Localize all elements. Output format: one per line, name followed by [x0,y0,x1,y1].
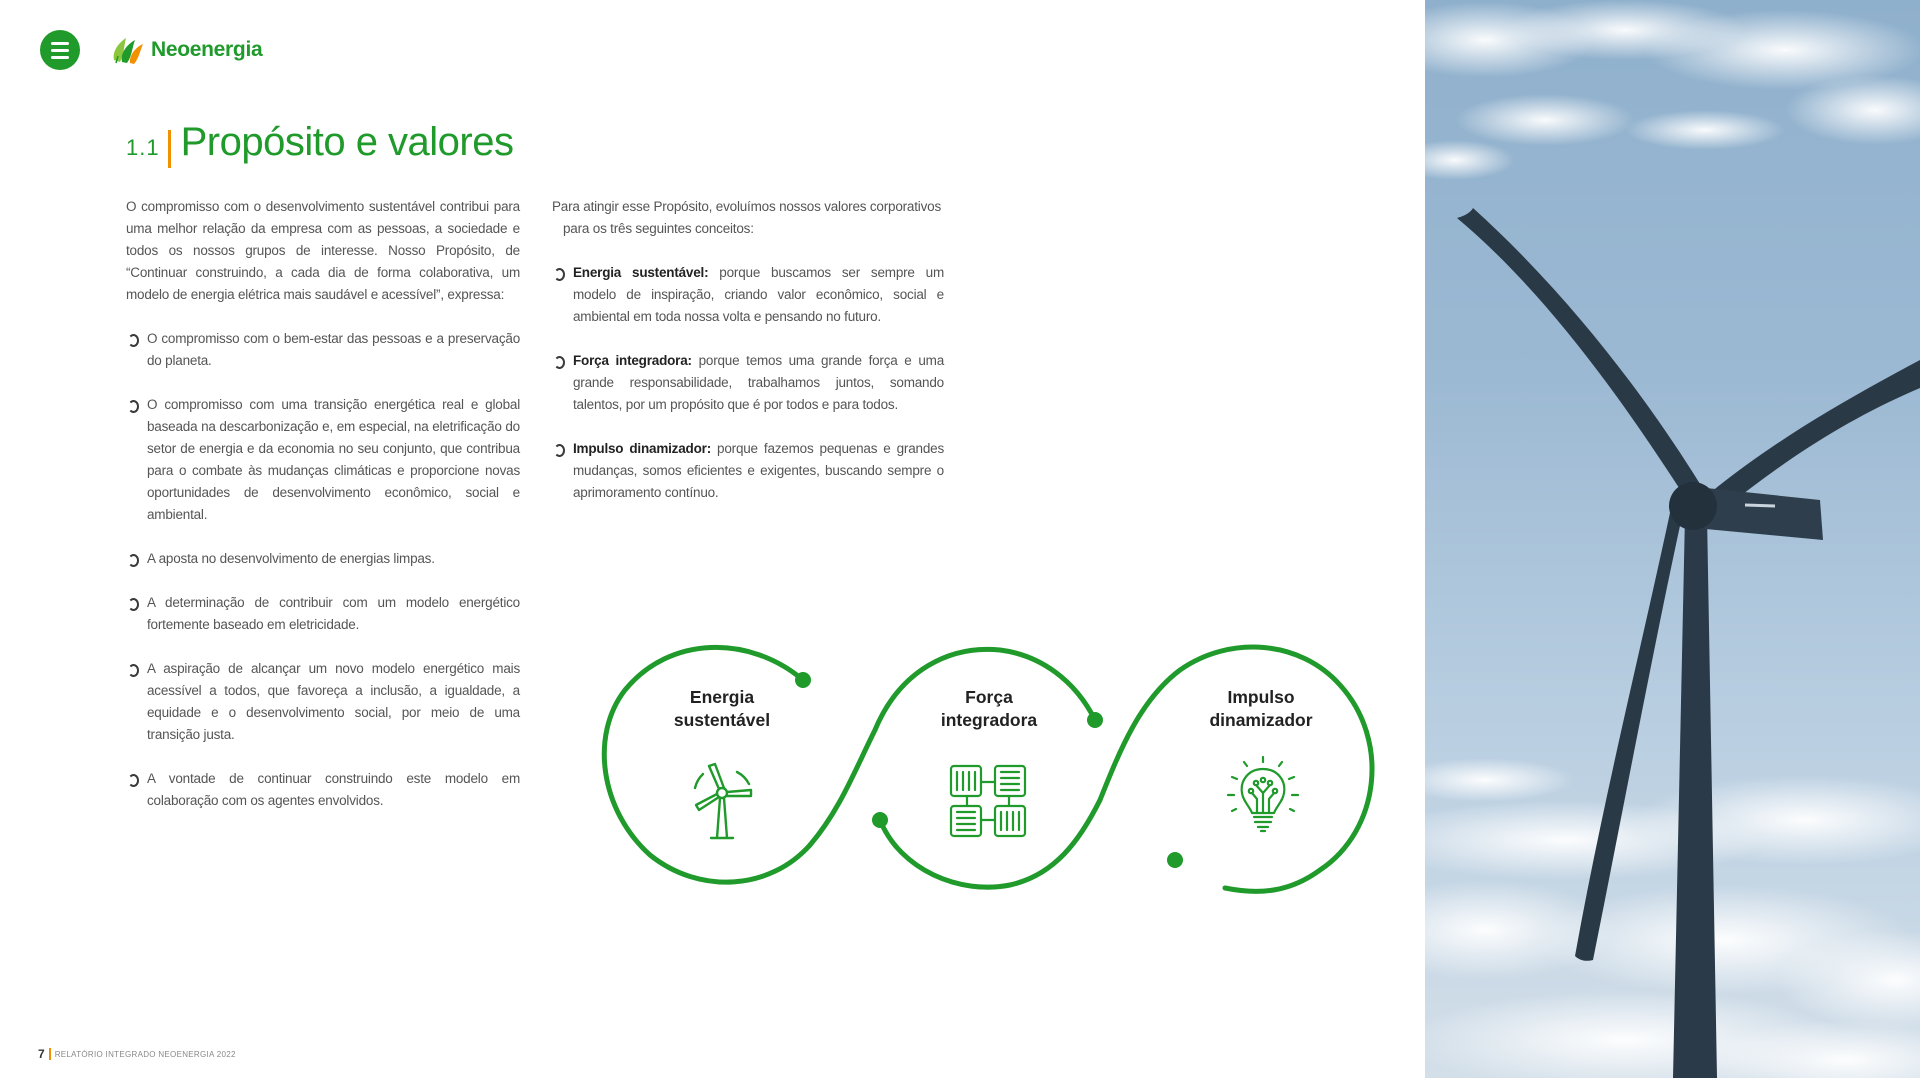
menu-icon-line [51,42,69,45]
menu-button[interactable] [40,30,80,70]
page-footer [38,1047,236,1061]
value-description: porque temos uma grande força e uma grande responsabilidade, trabalhamos juntos, somando talentos, por um propósito que é por todos e para todos. [573,353,944,412]
wind-turbine-icon [679,758,765,844]
values-intro [552,196,944,240]
page-number: 7 [38,1047,45,1061]
footer-text: RELATÓRIO INTEGRADO NEOENERGIA 2022 [54,1049,236,1059]
list-item [552,438,944,504]
footer-divider [49,1048,51,1060]
list-item: A aspiração de alcançar um novo modelo energético mais acessível a todos, que favoreça a inclusão, a igualdade, a equidade e o desenvolvimento social, por meio de uma transição justa. [126,658,520,746]
value-label-line: Impulso [1227,687,1295,707]
logo-text: Neoenergia [151,38,263,61]
value-label-line: integradora [940,710,1038,730]
menu-icon-line [51,49,69,52]
page-title: Propósito e valores [180,120,514,164]
wind-turbine-illustration [1425,0,1920,1078]
value-label-line: Força [965,687,1013,707]
title-divider [168,130,171,168]
logo-leaf-icon [110,34,150,66]
joined-hands-icon [945,758,1031,844]
right-column [552,196,944,526]
menu-icon-line [51,56,69,59]
light-bulb-icon [1220,753,1306,839]
section-title [126,120,514,165]
value-label-line: sustentável [673,710,771,730]
left-column [126,196,520,834]
section-number: 1.1 [126,135,160,160]
list-item: A vontade de continuar construindo este modelo em colaboração com os agentes envolvidos. [126,768,520,812]
values-infographic [600,640,1380,900]
value-label-line: Energia [689,687,755,707]
list-item [552,262,944,328]
list-item: A aposta no desenvolvimento de energias limpas. [126,548,520,570]
list-item: A determinação de contribuir com um modelo energético fortemente baseado em eletricidade. [126,592,520,636]
list-item [552,350,944,416]
value-description: porque fazemos pequenas e grandes mudanças, somos eficientes e exigentes, buscando sempre o aprimoramento contínuo. [573,441,944,500]
value-label-line: dinamizador [1209,710,1313,730]
neoenergia-logo[interactable] [110,32,262,68]
value-term: Impulso dinamizador: [573,441,711,456]
value-term: Energia sustentável: [573,265,709,280]
value-label-forca [889,686,1089,732]
value-label-impulso [1161,686,1361,732]
value-term: Força integradora: [573,353,692,368]
list-item: O compromisso com uma transição energética real e global baseada na descarbonização e, em especial, na eletrificação do setor de energia e da economia no seu conjunto, que contribua para o combate às mudanças climáticas e proporcione novas oportunidades de desenvolvimento econômico, social e ambiental. [126,394,520,526]
values-intro-line2: para os três seguintes conceitos: [563,221,754,236]
value-label-energia [622,686,822,732]
values-intro-line1: Para atingir esse Propósito, evoluímos nossos valores corporativos [552,199,941,214]
wind-turbine-photo [1425,0,1920,1078]
intro-paragraph: O compromisso com o desenvolvimento sustentável contribui para uma melhor relação da empresa com as pessoas, a sociedade e todos os nossos grupos de interesse. Nosso Propósito, de “Continuar construindo, a cada dia de forma colaborativa, um modelo de energia elétrica mais saudável e acessível”, expressa: [126,199,520,302]
list-item: O compromisso com o bem-estar das pessoas e a preservação do planeta. [126,328,520,372]
value-description: porque buscamos ser sempre um modelo de inspiração, criando valor econômico, social e ambiental em toda nossa volta e pensando no futuro. [573,265,944,324]
